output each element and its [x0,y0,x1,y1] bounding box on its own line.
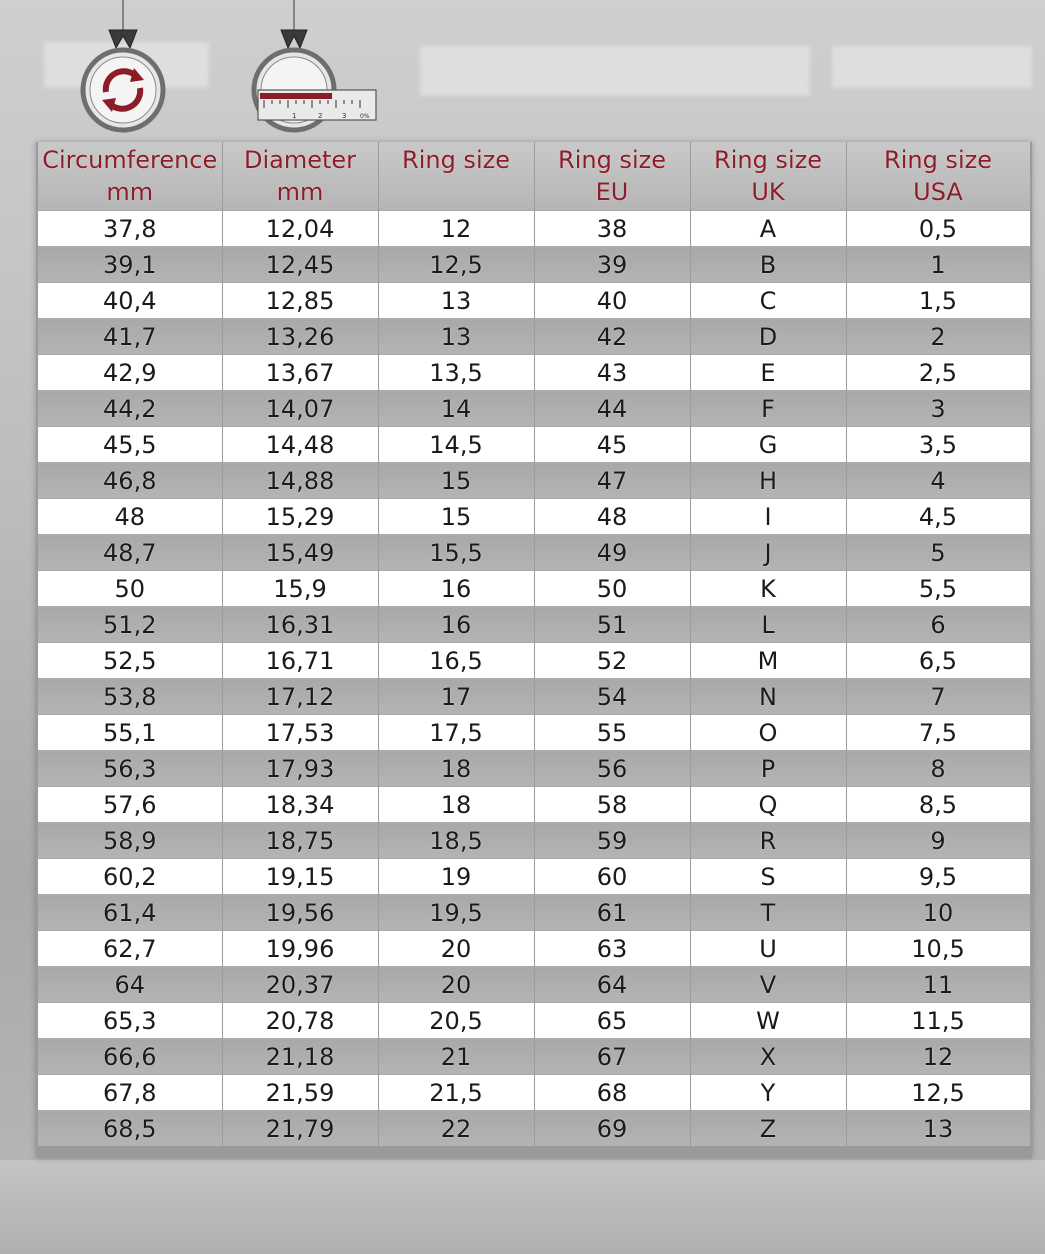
header-ring-size-usa-line1: Ring size [884,146,992,174]
header-ring-size-eu-line2: EU [595,178,629,206]
ring-size-usa-cell: 7,5 [846,715,1030,751]
ring-size-cell: 12 [378,211,534,247]
ring-size-cell: 13 [378,319,534,355]
header-circumference [38,142,222,211]
circumference-cell: 65,3 [38,1003,222,1039]
ring-size-cell: 12,5 [378,247,534,283]
ring-size-uk-cell: G [690,427,846,463]
ring-size-eu-cell: 40 [534,283,690,319]
ring-size-cell: 14 [378,391,534,427]
ring-size-cell: 18 [378,787,534,823]
diameter-cell: 16,31 [222,607,378,643]
ring-size-cell: 21,5 [378,1075,534,1111]
table-row [38,751,1030,787]
ring-size-eu-cell: 58 [534,787,690,823]
ring-size-eu-cell: 64 [534,967,690,1003]
ring-size-cell: 20,5 [378,1003,534,1039]
ring-size-usa-cell: 5,5 [846,571,1030,607]
circumference-cell: 58,9 [38,823,222,859]
table-row [38,679,1030,715]
table-row [38,391,1030,427]
ring-size-eu-cell: 38 [534,211,690,247]
table-body [38,211,1030,1147]
ring-size-cell: 19 [378,859,534,895]
table-row [38,427,1030,463]
ring-size-cell: 20 [378,967,534,1003]
ring-size-eu-cell: 43 [534,355,690,391]
diameter-cell: 15,29 [222,499,378,535]
ring-size-usa-cell: 8,5 [846,787,1030,823]
diameter-cell: 17,93 [222,751,378,787]
ring-size-usa-cell: 11,5 [846,1003,1030,1039]
ring-size-cell: 17,5 [378,715,534,751]
ring-size-cell: 15 [378,499,534,535]
ring-size-cell: 20 [378,931,534,967]
table-row [38,715,1030,751]
ring-size-usa-cell: 10,5 [846,931,1030,967]
ring-size-eu-cell: 54 [534,679,690,715]
table-row [38,247,1030,283]
ring-size-eu-cell: 42 [534,319,690,355]
ring-size-cell: 15 [378,463,534,499]
ring-size-uk-cell: D [690,319,846,355]
ring-size-cell: 22 [378,1111,534,1147]
ring-size-usa-cell: 3,5 [846,427,1030,463]
ring-size-cell: 17 [378,679,534,715]
diameter-cell: 20,37 [222,967,378,1003]
ring-size-usa-cell: 7 [846,679,1030,715]
ring-size-eu-cell: 59 [534,823,690,859]
ring-size-eu-cell: 65 [534,1003,690,1039]
table-row [38,463,1030,499]
table-row [38,211,1030,247]
ring-size-uk-cell: L [690,607,846,643]
table-row [38,283,1030,319]
ruler-mark-3: 3 [342,112,347,120]
circumference-cell: 42,9 [38,355,222,391]
circumference-cell: 41,7 [38,319,222,355]
ring-size-usa-cell: 6,5 [846,643,1030,679]
diameter-cell: 19,15 [222,859,378,895]
ring-size-usa-cell: 12,5 [846,1075,1030,1111]
circumference-cell: 46,8 [38,463,222,499]
ring-size-uk-cell: K [690,571,846,607]
ring-size-usa-cell: 12 [846,1039,1030,1075]
ring-size-cell: 16 [378,571,534,607]
ring-size-cell: 14,5 [378,427,534,463]
diameter-cell: 17,53 [222,715,378,751]
ring-size-usa-cell: 1,5 [846,283,1030,319]
diameter-cell: 13,26 [222,319,378,355]
circumference-cell: 39,1 [38,247,222,283]
ring-size-uk-cell: S [690,859,846,895]
ring-size-eu-cell: 68 [534,1075,690,1111]
header-diameter-line1: Diameter [243,146,357,174]
ring-size-uk-cell: F [690,391,846,427]
ring-size-eu-cell: 67 [534,1039,690,1075]
table-row [38,1075,1030,1111]
ring-size-eu-cell: 49 [534,535,690,571]
circumference-cell: 61,4 [38,895,222,931]
ring-size-usa-cell: 4,5 [846,499,1030,535]
ring-size-cell: 13,5 [378,355,534,391]
diameter-cell: 12,85 [222,283,378,319]
ring-size-uk-cell: H [690,463,846,499]
circumference-cell: 57,6 [38,787,222,823]
table-row [38,859,1030,895]
table-row [38,1111,1030,1147]
diameter-cell: 17,12 [222,679,378,715]
ring-size-uk-cell: B [690,247,846,283]
ring-size-cell: 21 [378,1039,534,1075]
ring-size-cell: 18 [378,751,534,787]
ring-size-eu-cell: 69 [534,1111,690,1147]
ring-size-uk-cell: C [690,283,846,319]
ring-size-uk-cell: T [690,895,846,931]
ring-size-eu-cell: 45 [534,427,690,463]
table-row [38,967,1030,1003]
ring-size-usa-cell: 6 [846,607,1030,643]
ring-measure-ruler-icon [248,0,382,140]
ring-size-usa-cell: 0,5 [846,211,1030,247]
background-bottom [0,1160,1045,1254]
table-row [38,535,1030,571]
ring-size-eu-cell: 56 [534,751,690,787]
table-row [38,499,1030,535]
circumference-cell: 64 [38,967,222,1003]
diameter-cell: 12,04 [222,211,378,247]
ring-size-eu-cell: 50 [534,571,690,607]
circumference-cell: 62,7 [38,931,222,967]
ring-size-usa-cell: 9,5 [846,859,1030,895]
diameter-cell: 13,67 [222,355,378,391]
ring-size-cell: 16 [378,607,534,643]
ring-size-eu-cell: 48 [534,499,690,535]
background-window-right [832,46,1032,88]
ring-resize-icon [76,0,170,140]
ring-size-table [38,142,1031,1146]
circumference-cell: 68,5 [38,1111,222,1147]
ring-size-usa-cell: 5 [846,535,1030,571]
ring-size-uk-cell: Y [690,1075,846,1111]
ring-size-cell: 19,5 [378,895,534,931]
table-row [38,355,1030,391]
circumference-cell: 40,4 [38,283,222,319]
table-row [38,643,1030,679]
table-row [38,1039,1030,1075]
ring-size-eu-cell: 63 [534,931,690,967]
ring-size-uk-cell: Z [690,1111,846,1147]
ring-size-uk-cell: E [690,355,846,391]
ring-size-usa-cell: 4 [846,463,1030,499]
ring-size-usa-cell: 8 [846,751,1030,787]
ring-size-eu-cell: 47 [534,463,690,499]
header-ring-size-eu-line1: Ring size [558,146,666,174]
circumference-cell: 51,2 [38,607,222,643]
ring-size-uk-cell: M [690,643,846,679]
ring-size-eu-cell: 51 [534,607,690,643]
diameter-cell: 12,45 [222,247,378,283]
header-ring-size-usa [846,142,1030,211]
diameter-cell: 19,56 [222,895,378,931]
ring-size-eu-cell: 61 [534,895,690,931]
ring-size-uk-cell: A [690,211,846,247]
table-row [38,571,1030,607]
circumference-cell: 66,6 [38,1039,222,1075]
ring-size-table-container [36,142,1032,1158]
header-diameter [222,142,378,211]
header-circumference-line1: Circumference [42,146,218,174]
diameter-cell: 21,59 [222,1075,378,1111]
circumference-cell: 67,8 [38,1075,222,1111]
ruler-mark-1: 1 [292,112,297,120]
ring-size-uk-cell: I [690,499,846,535]
diameter-cell: 18,34 [222,787,378,823]
ring-size-eu-cell: 55 [534,715,690,751]
ring-size-cell: 15,5 [378,535,534,571]
diameter-cell: 15,9 [222,571,378,607]
diameter-cell: 18,75 [222,823,378,859]
ring-size-eu-cell: 44 [534,391,690,427]
diameter-cell: 14,48 [222,427,378,463]
ring-size-usa-cell: 9 [846,823,1030,859]
circumference-cell: 60,2 [38,859,222,895]
circumference-cell: 55,1 [38,715,222,751]
ring-size-usa-cell: 1 [846,247,1030,283]
ring-size-uk-cell: R [690,823,846,859]
diameter-cell: 15,49 [222,535,378,571]
circumference-cell: 52,5 [38,643,222,679]
ruler-mark-2: 2 [318,112,323,120]
ring-size-cell: 16,5 [378,643,534,679]
ring-size-cell: 13 [378,283,534,319]
background-window-middle [420,46,810,96]
circumference-cell: 50 [38,571,222,607]
table-row [38,823,1030,859]
header-diameter-line2: mm [276,178,324,206]
diameter-cell: 21,18 [222,1039,378,1075]
diameter-cell: 14,88 [222,463,378,499]
table-row [38,1003,1030,1039]
ring-size-uk-cell: X [690,1039,846,1075]
diameter-cell: 14,07 [222,391,378,427]
circumference-cell: 48,7 [38,535,222,571]
header-ring-size-uk-line1: Ring size [714,146,822,174]
circumference-cell: 56,3 [38,751,222,787]
circumference-cell: 44,2 [38,391,222,427]
table-header-row [38,142,1030,211]
header-ring-size-eu [534,142,690,211]
diameter-cell: 19,96 [222,931,378,967]
ring-size-uk-cell: P [690,751,846,787]
header-ring-size [378,142,534,211]
header-circumference-line2: mm [106,178,154,206]
ring-size-uk-cell: U [690,931,846,967]
circumference-cell: 53,8 [38,679,222,715]
ring-size-eu-cell: 60 [534,859,690,895]
ring-size-usa-cell: 10 [846,895,1030,931]
ring-size-usa-cell: 13 [846,1111,1030,1147]
header-ring-size-usa-line2: USA [913,178,963,206]
ring-size-usa-cell: 2,5 [846,355,1030,391]
ring-size-uk-cell: Q [690,787,846,823]
header-ring-size-uk [690,142,846,211]
ring-size-eu-cell: 52 [534,643,690,679]
ring-size-uk-cell: N [690,679,846,715]
ring-size-uk-cell: J [690,535,846,571]
table-row [38,895,1030,931]
header-ring-size-uk-line2: UK [751,178,785,206]
ring-size-uk-cell: V [690,967,846,1003]
ring-size-uk-cell: O [690,715,846,751]
ring-size-usa-cell: 3 [846,391,1030,427]
diameter-cell: 16,71 [222,643,378,679]
circumference-cell: 48 [38,499,222,535]
diameter-cell: 20,78 [222,1003,378,1039]
ring-size-eu-cell: 39 [534,247,690,283]
diameter-cell: 21,79 [222,1111,378,1147]
table-row [38,319,1030,355]
table-row [38,787,1030,823]
ring-size-cell: 18,5 [378,823,534,859]
ring-size-uk-cell: W [690,1003,846,1039]
ring-size-usa-cell: 11 [846,967,1030,1003]
circumference-cell: 37,8 [38,211,222,247]
header-ring-size-line1: Ring size [402,146,510,174]
table-row [38,931,1030,967]
ring-size-usa-cell: 2 [846,319,1030,355]
circumference-cell: 45,5 [38,427,222,463]
table-row [38,607,1030,643]
ruler-mark-percent: 0% [360,113,370,120]
